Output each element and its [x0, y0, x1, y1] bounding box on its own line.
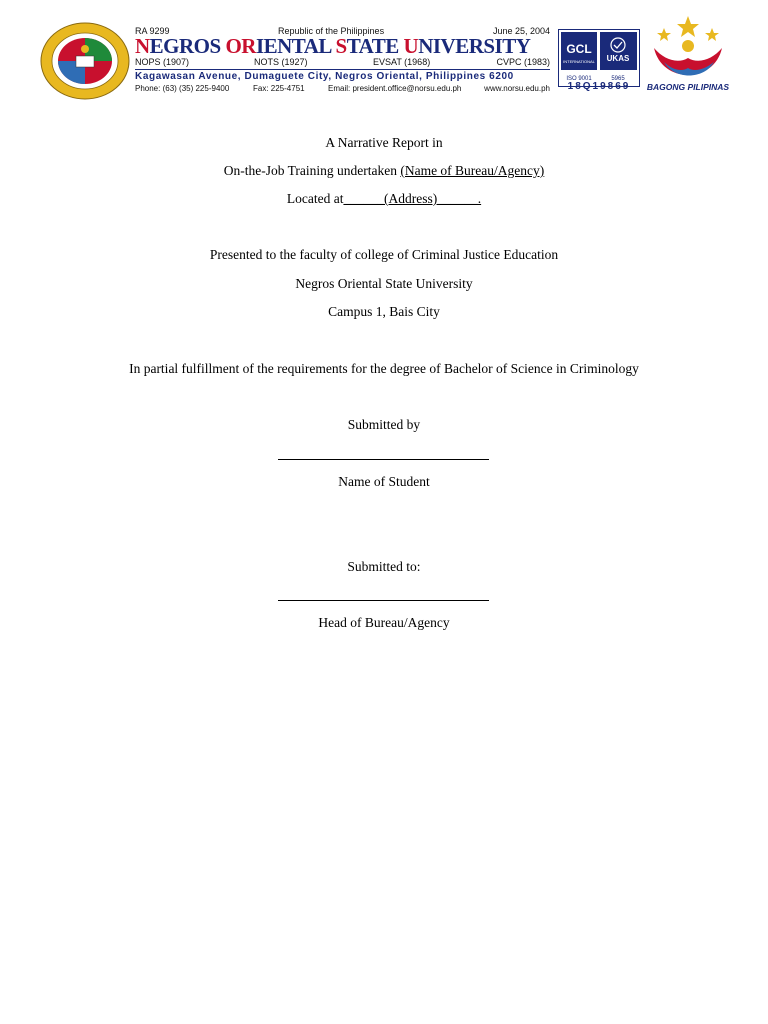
bagong-pilipinas-label: BAGONG PILIPINAS	[646, 82, 730, 92]
location-prefix: Located at	[286, 191, 344, 206]
university-name-part: N	[135, 34, 150, 58]
head-signature-line	[278, 600, 489, 601]
phone-text: Phone: (63) (35) 225-9400	[135, 84, 230, 93]
email-text: Email: president.office@norsu.edu.ph	[328, 84, 462, 93]
university-name-part: S	[335, 34, 347, 58]
fulfillment-statement: In partial fulfillment of the requirements for the degree of Bachelor of Science in Criminology	[129, 361, 639, 376]
ukas-number-text: 5965	[611, 76, 625, 82]
letterhead-rule	[135, 69, 550, 70]
ojt-prefix: On-the-Job Training undertaken	[223, 163, 401, 178]
university-name-part: EGROS	[149, 34, 226, 58]
letterhead	[0, 0, 768, 110]
report-title: A Narrative Report in	[325, 135, 443, 150]
campus-line: Campus 1, Bais City	[328, 304, 440, 319]
university-name-part: IENTAL	[255, 34, 336, 58]
student-name-label: Name of Student	[338, 474, 430, 489]
address-placeholder: ______(Address)______.	[343, 191, 482, 206]
university-address: Kagawasan Avenue, Dumaguete City, Negros Oriental, Philippines 6200	[135, 71, 514, 82]
campus-item: EVSAT (1968)	[373, 57, 431, 67]
letterhead-text-block	[135, 24, 550, 96]
university-name-part: OR	[225, 34, 256, 58]
ukas-text: UKAS	[606, 54, 630, 63]
certificate-code: 18Q19869	[567, 81, 631, 92]
campus-item: NOTS (1927)	[254, 57, 308, 67]
university-seal-logo	[40, 22, 130, 100]
ojt-line	[0, 163, 768, 179]
student-signature-line	[278, 459, 489, 460]
agency-name-placeholder: (Name of Bureau/Agency)	[400, 163, 545, 178]
website-text: www.norsu.edu.ph	[484, 84, 550, 93]
submitted-to-label: Submitted to:	[347, 559, 421, 574]
ra-number: RA 9299	[135, 26, 170, 36]
bagong-pilipinas-logo	[642, 14, 734, 84]
campus-item: NOPS (1907)	[135, 57, 190, 67]
gcl-text: GCL	[566, 42, 592, 56]
founding-date: June 25, 2004	[492, 26, 550, 36]
submitted-by-label: Submitted by	[347, 417, 421, 432]
head-of-agency-label: Head of Bureau/Agency	[318, 615, 450, 630]
university-name-part: NIVERSITY	[418, 34, 531, 58]
campus-item: CVPC (1983)	[496, 57, 550, 67]
fax-text: Fax: 225-4751	[253, 84, 305, 93]
university-line: Negros Oriental State University	[295, 276, 473, 291]
gcl-sub-text: INTERNATIONAL	[563, 59, 595, 64]
location-line	[0, 191, 768, 207]
iso-text: ISO 9001	[566, 76, 592, 82]
university-name	[135, 35, 550, 57]
presented-to: Presented to the faculty of college of Criminal Justice Education	[209, 247, 559, 262]
university-name-part: U	[403, 34, 419, 58]
republic-label: Republic of the Philippines	[278, 26, 385, 36]
university-name-part: TATE	[346, 34, 404, 58]
